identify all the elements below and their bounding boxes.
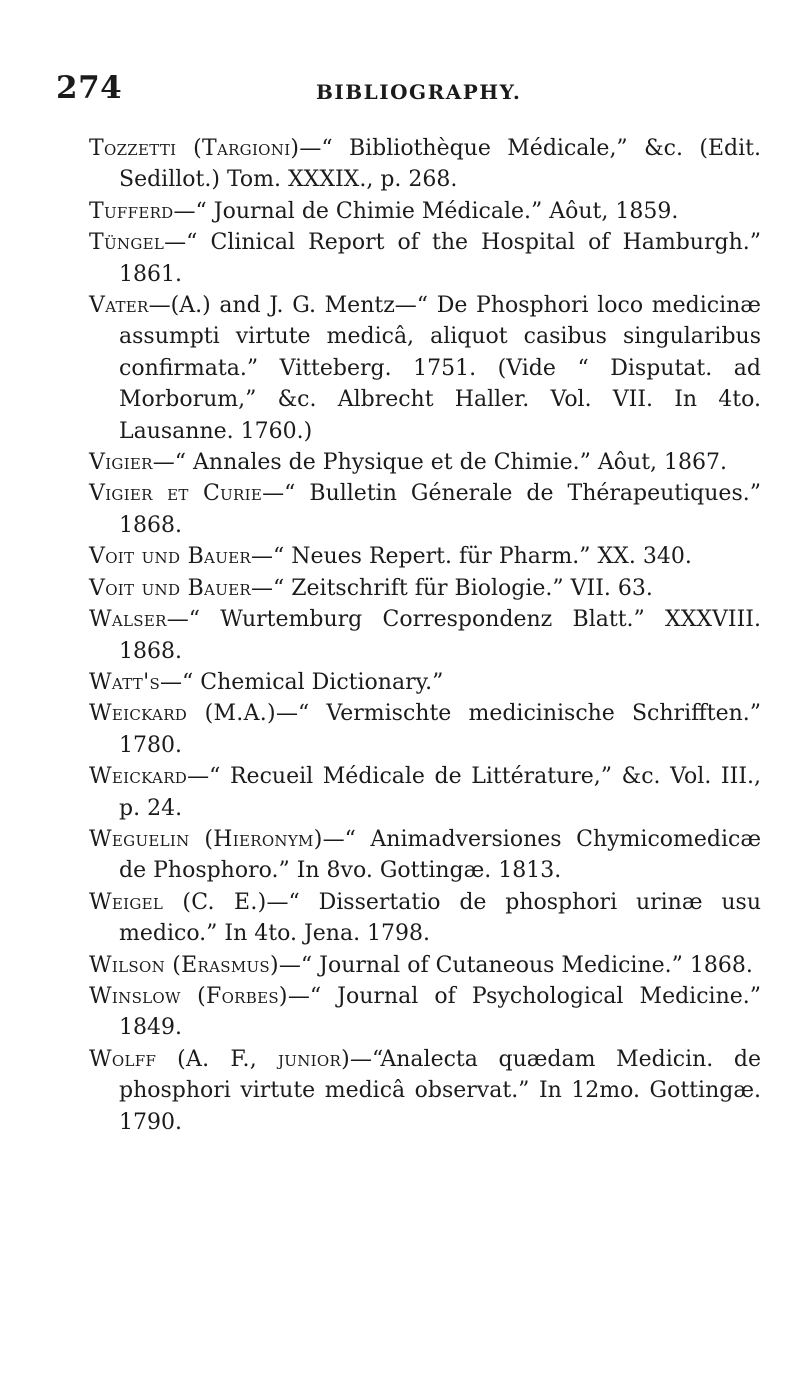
entry-text: —“ Neues Repert. für Pharm.” XX. 340. xyxy=(250,544,692,570)
bibliography-entry xyxy=(89,447,761,478)
bibliography-entry xyxy=(89,981,761,1044)
entry-author: Vater xyxy=(89,293,149,319)
entry-text: —(A.) and J. G. Mentz—“ De Phosphori loco medicinæ assumpti virtute medicâ, aliquot casibus singularibus confirmata.” Vitteberg. 1751. (Vide “ Disputat. ad Morborum,” &c. Albrecht Haller. Vol. VII. In 4to. Lausanne. 1760.) xyxy=(119,293,761,444)
bibliography-entry xyxy=(89,887,761,950)
entry-author: Watt's xyxy=(89,669,161,695)
entry-author: Voit und Bauer xyxy=(89,575,251,601)
bibliography-entry xyxy=(89,824,761,887)
bibliography-entry xyxy=(89,667,761,698)
bibliography-entry xyxy=(89,573,761,604)
entry-text: —“ Vermischte medicinische Schrifften.” 1780. xyxy=(119,701,762,758)
entry-text: —“ Bibliothèque Médicale,” &c. (Edit. Sedillot.) Tom. XXXIX., p. 268. xyxy=(119,136,761,193)
entry-author: Tufferd xyxy=(89,198,174,224)
bibliography-entry xyxy=(89,290,761,447)
entry-author: Tozzetti (Targioni) xyxy=(89,136,300,161)
entry-author: Vigier et Curie xyxy=(89,481,263,507)
entry-author: Wolff (A. F., junior) xyxy=(89,1046,350,1072)
entry-text: —“ Animadversiones Chymicomedicæ de Phosphoro.” In 8vo. Gottingæ. 1813. xyxy=(119,826,762,884)
entry-author: Weigel (C. E.) xyxy=(89,889,267,915)
bibliography-entry xyxy=(89,227,761,290)
entry-text: —“ Journal of Cutaneous Medicine.” 1868. xyxy=(278,952,753,978)
entry-text: —“Analecta quædam Medicin. de phosphori virtute medicâ observat.” In 12mo. Gottingæ. 1790. xyxy=(119,1046,761,1135)
entry-text: —“ Journal de Chimie Médicale.” Aôut, 1859. xyxy=(173,198,679,224)
page-number: 274 xyxy=(56,70,123,106)
entry-author: Voit und Bauer xyxy=(89,544,251,570)
entry-author: Weguelin (Hieronym) xyxy=(89,826,323,852)
entry-text: —“ Zeitschrift für Biologie.” VII. 63. xyxy=(250,575,653,601)
bibliography-entry xyxy=(89,133,761,196)
entry-text: —“ Chemical Dictionary.” xyxy=(160,669,444,695)
entry-text: —“ Wurtemburg Correspondenz Blatt.” XXXVIII. 1868. xyxy=(119,607,761,664)
running-head: BIBLIOGRAPHY. xyxy=(316,80,522,104)
entry-author: Winslow (Forbes) xyxy=(89,983,288,1009)
bibliography-entry xyxy=(89,478,761,541)
bibliography-entry xyxy=(89,196,761,227)
bibliography-list xyxy=(89,133,761,1138)
bibliography-entry xyxy=(89,950,761,981)
entry-author: Vigier xyxy=(89,450,153,476)
entry-author: Weickard xyxy=(89,764,188,790)
entry-author: Weickard (M.A.) xyxy=(89,701,276,727)
bibliography-entry xyxy=(89,541,761,572)
entry-text: —“ Annales de Physique et de Chimie.” Aôut, 1867. xyxy=(152,450,728,476)
entry-text: —“ Dissertatio de phosphori urinæ usu medico.” In 4to. Jena. 1798. xyxy=(119,889,761,947)
bibliography-entry xyxy=(89,604,761,667)
bibliography-entry xyxy=(89,698,761,761)
entry-text: —“ Clinical Report of the Hospital of Hamburgh.” 1861. xyxy=(119,230,761,287)
entry-text: —“ Journal of Psychological Medicine.” 1849. xyxy=(119,983,761,1041)
bibliography-entry xyxy=(89,1044,761,1138)
entry-text: —“ Bulletin Génerale de Thérapeutiques.” 1868. xyxy=(119,481,761,538)
bibliography-entry xyxy=(89,761,761,824)
entry-author: Tüngel xyxy=(89,230,165,256)
page-header xyxy=(56,70,744,110)
entry-author: Wilson (Erasmus) xyxy=(89,952,279,978)
entry-author: Walser xyxy=(89,607,167,633)
entry-text: —“ Recueil Médicale de Littérature,” &c. Vol. III., p. 24. xyxy=(119,764,761,821)
